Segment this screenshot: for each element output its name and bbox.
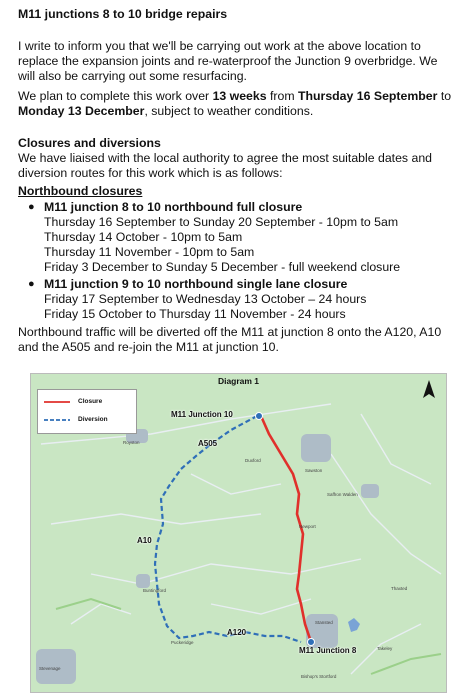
place-label: Bishop's Stortford: [301, 674, 337, 679]
group-title: M11 junction 8 to 10 northbound full closure: [44, 200, 303, 214]
plan-to: to: [437, 89, 452, 103]
place-label: Takeley: [377, 646, 393, 651]
plan-paragraph: [18, 89, 456, 119]
place-label: Puckeridge: [171, 640, 194, 645]
place-label: Sawston: [305, 468, 323, 473]
plan-weeks: 13 weeks: [212, 89, 267, 103]
plan-from: from: [266, 89, 299, 103]
closures-heading: Closures and diversions: [18, 136, 161, 150]
place-label: Stevenage: [39, 666, 61, 671]
document-title: M11 junctions 8 to 10 bridge repairs: [18, 7, 228, 21]
place-label: Buntingford: [143, 588, 167, 593]
bullet-icon: ●: [28, 201, 35, 213]
map-legend: [37, 389, 137, 434]
label-junction-8: M11 Junction 8: [299, 646, 357, 655]
closure-line: Thursday 14 October - 10pm to 5am: [44, 230, 243, 244]
label-junction-10: M11 Junction 10: [171, 410, 233, 419]
plan-suffix: , subject to weather conditions.: [144, 104, 314, 118]
plan-prefix: We plan to complete this work over: [18, 89, 213, 103]
legend-closure-label: Closure: [78, 398, 103, 405]
closure-line: Friday 17 September to Wednesday 13 October – 24 hours: [44, 292, 367, 306]
place-label: Royston: [123, 440, 140, 445]
group-title: M11 junction 9 to 10 northbound single lane closure: [44, 277, 348, 291]
place-label: Duxford: [245, 458, 261, 463]
diversion-map: [30, 373, 447, 693]
closure-line: Thursday 11 November - 10pm to 5am: [44, 245, 255, 259]
diversion-paragraph: Northbound traffic will be diverted off the M11 at junction 8 onto the A120, A10 and the A505 and re-join the M11 at junction 10.: [18, 325, 442, 354]
plan-start-date: Thursday 16 September: [298, 89, 438, 103]
place-label: Newport: [299, 524, 316, 529]
legend-diversion-label: Diversion: [78, 416, 108, 423]
closure-group-single-lane: [28, 277, 464, 322]
intro-paragraph: I write to inform you that we'll be carrying out work at the above location to replace the expansion joints and re-waterproof the Junction 9 overbridge. We will also be carrying out some resurfacing.: [18, 39, 438, 83]
closure-line: Friday 15 October to Thursday 11 November - 24 hours: [44, 307, 346, 321]
plan-end-date: Monday 13 December: [18, 104, 145, 118]
label-a10: A10: [137, 536, 152, 545]
label-a120: A120: [227, 628, 247, 637]
junction-10-marker: [256, 413, 263, 420]
place-label: Saffron Walden: [327, 492, 358, 497]
closure-group-full: [28, 200, 464, 275]
junction-8-marker: [308, 639, 315, 646]
closure-line: Thursday 16 September to Sunday 20 September - 10pm to 5am: [44, 215, 399, 229]
bullet-icon: ●: [28, 278, 35, 290]
closures-text: We have liaised with the local authority to agree the most suitable dates and diversion routes for this work which is as follows:: [18, 151, 433, 180]
closures-section: [18, 136, 456, 181]
place-label: Thaxted: [391, 586, 408, 591]
diagram-title: Diagram 1: [217, 376, 260, 386]
label-a505: A505: [198, 439, 218, 448]
place-label: Stansted: [315, 620, 333, 625]
northbound-heading: Northbound closures: [18, 184, 143, 198]
legend-swatches: [38, 390, 136, 433]
closure-line: Friday 3 December to Sunday 5 December - full weekend closure: [44, 260, 401, 274]
